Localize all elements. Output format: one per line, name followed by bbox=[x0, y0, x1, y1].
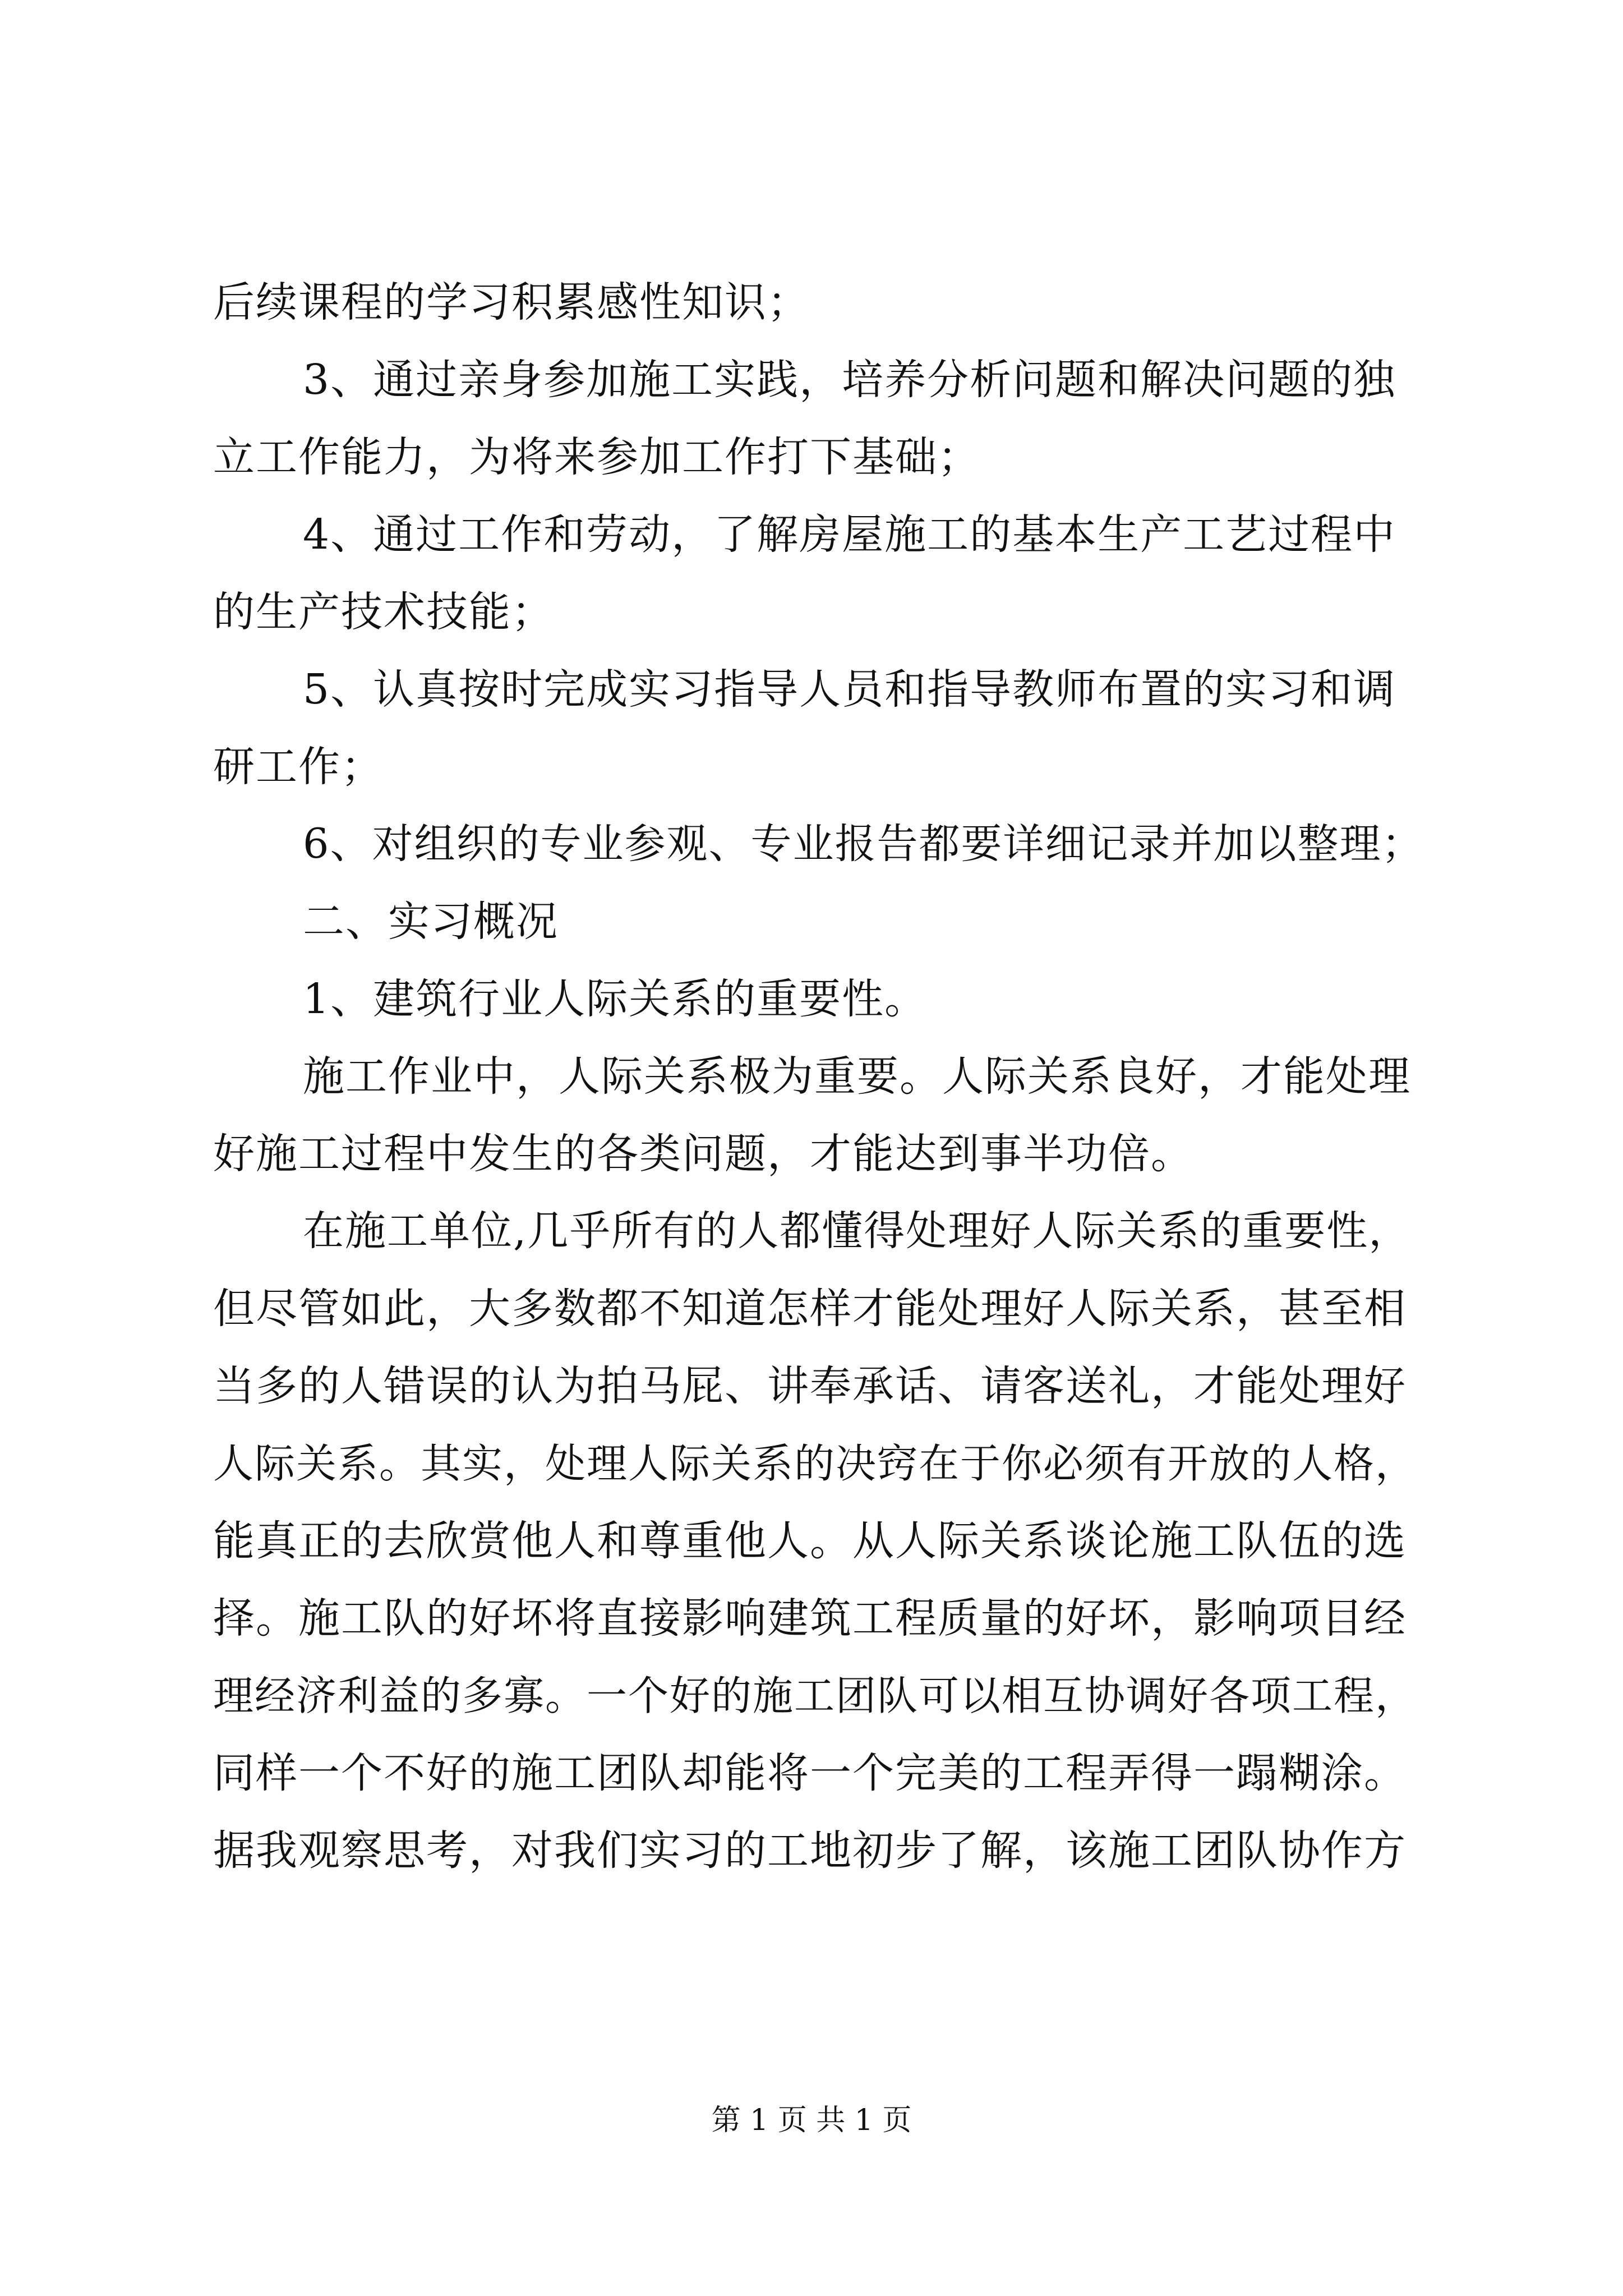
text-line: 当多的人错误的认为拍马屁、讲奉承话、请客送礼，才能处理好 bbox=[213, 1362, 1407, 1410]
text-line: 的生产技术技能； bbox=[213, 588, 554, 636]
text-line: 6、对组织的专业参观、专业报告都要详细记录并加以整理； bbox=[303, 820, 1424, 868]
text-line: 好施工过程中发生的各类问题，才能达到事半功倍。 bbox=[213, 1130, 1193, 1178]
text-line: 3、通过亲身参加施工实践，培养分析问题和解决问题的独 bbox=[303, 356, 1396, 404]
text-line: 能真正的去欣赏他人和尊重他人。从人际关系谈论施工队伍的选 bbox=[213, 1517, 1407, 1565]
text-line: 同样一个不好的施工团队却能将一个完美的工程弄得一蹋糊涂。 bbox=[213, 1749, 1407, 1797]
text-line: 但尽管如此，大多数都不知道怎样才能处理好人际关系，甚至相 bbox=[213, 1285, 1407, 1333]
text-line: 研工作； bbox=[213, 743, 384, 791]
text-line: 立工作能力，为将来参加工作打下基础； bbox=[213, 433, 980, 481]
page-footer: 第 1 页 共 1 页 bbox=[711, 2104, 912, 2137]
text-line: 施工作业中，人际关系极为重要。人际关系良好，才能处理 bbox=[303, 1052, 1411, 1101]
text-line: 后续课程的学习积累感性知识； bbox=[213, 278, 810, 326]
text-line: 理经济利益的多寡。一个好的施工团队可以相互协调好各项工程， bbox=[213, 1672, 1417, 1719]
subsection-heading: 1、建筑行业人际关系的重要性。 bbox=[303, 975, 928, 1023]
text-line: 据我观察思考，对我们实习的工地初步了解，该施工团队协作方 bbox=[213, 1826, 1407, 1875]
text-line: 择。施工队的好坏将直接影响建筑工程质量的好坏，影响项目经 bbox=[213, 1594, 1407, 1642]
body-text bbox=[213, 264, 1424, 1889]
text-line: 在施工单位,几乎所有的人都懂得处理好人际关系的重要性， bbox=[303, 1207, 1411, 1255]
text-line: 人际关系。其实，处理人际关系的决窍在于你必须有开放的人格， bbox=[213, 1440, 1417, 1487]
section-heading: 二、实习概况 bbox=[303, 898, 559, 946]
text-line: 4、通过工作和劳动，了解房屋施工的基本生产工艺过程中 bbox=[303, 510, 1396, 559]
text-line: 5、认真按时完成实习指导人员和指导教师布置的实习和调 bbox=[303, 665, 1396, 714]
